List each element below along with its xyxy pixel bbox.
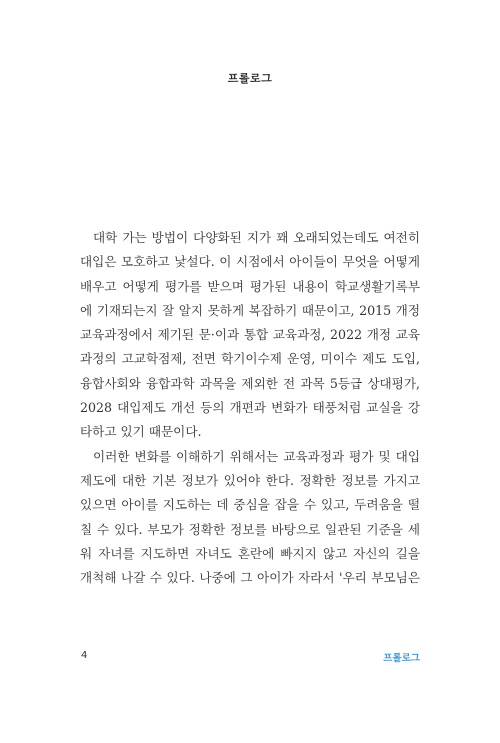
text-line: 대입은 모호하고 낯설다. 이 시점에서 아이들이 무엇을 어떻게 bbox=[80, 254, 420, 270]
text-line: 2028 대입제도 개선 등의 개편과 변화가 태풍처럼 교실을 강 bbox=[80, 400, 420, 416]
page-title: 프롤로그 bbox=[227, 72, 273, 85]
text-line: 융합사회와 융합과학 과목을 제외한 전 과목 5등급 상대평가, bbox=[80, 375, 420, 391]
text-line: 제도에 대한 기본 정보가 있어야 한다. 정확한 정보를 가지고 bbox=[80, 472, 420, 488]
body-text bbox=[80, 226, 420, 590]
text-line: 대학 가는 방법이 다양화된 지가 꽤 오래되었는데도 여전히 bbox=[93, 230, 420, 245]
page-number: 4 bbox=[81, 650, 88, 661]
text-line: 있으면 아이를 지도하는 데 중심을 잡을 수 있고, 두려움을 떨 bbox=[80, 497, 420, 513]
text-line: 배우고 어떻게 평가를 받으며 평가된 내용이 학교생활기록부 bbox=[80, 278, 420, 294]
text-line: 워 자녀를 지도하면 자녀도 혼란에 빠지지 않고 자신의 길을 bbox=[80, 545, 420, 561]
text-line: 칠 수 있다. 부모가 정확한 정보를 바탕으로 일관된 기준을 세 bbox=[80, 521, 420, 537]
text-line: 개척해 나갈 수 있다. 나중에 그 아이가 자라서 '우리 부모님은 bbox=[80, 570, 420, 586]
text-line: 타하고 있기 때문이다. bbox=[80, 424, 202, 440]
footer-section-title: 프롤로그 bbox=[383, 653, 420, 664]
text-line: 과정의 고교학점제, 전면 학기이수제 운영, 미이수 제도 도입, bbox=[80, 351, 420, 367]
text-line: 에 기재되는지 잘 알지 못하게 복잡하기 때문이고, 2015 개정 bbox=[80, 302, 420, 318]
text-line: 교육과정에서 제기된 문·이과 통합 교육과정, 2022 개정 교육 bbox=[80, 327, 420, 343]
text-line: 이러한 변화를 이해하기 위해서는 교육과정과 평가 및 대입 bbox=[93, 448, 420, 464]
